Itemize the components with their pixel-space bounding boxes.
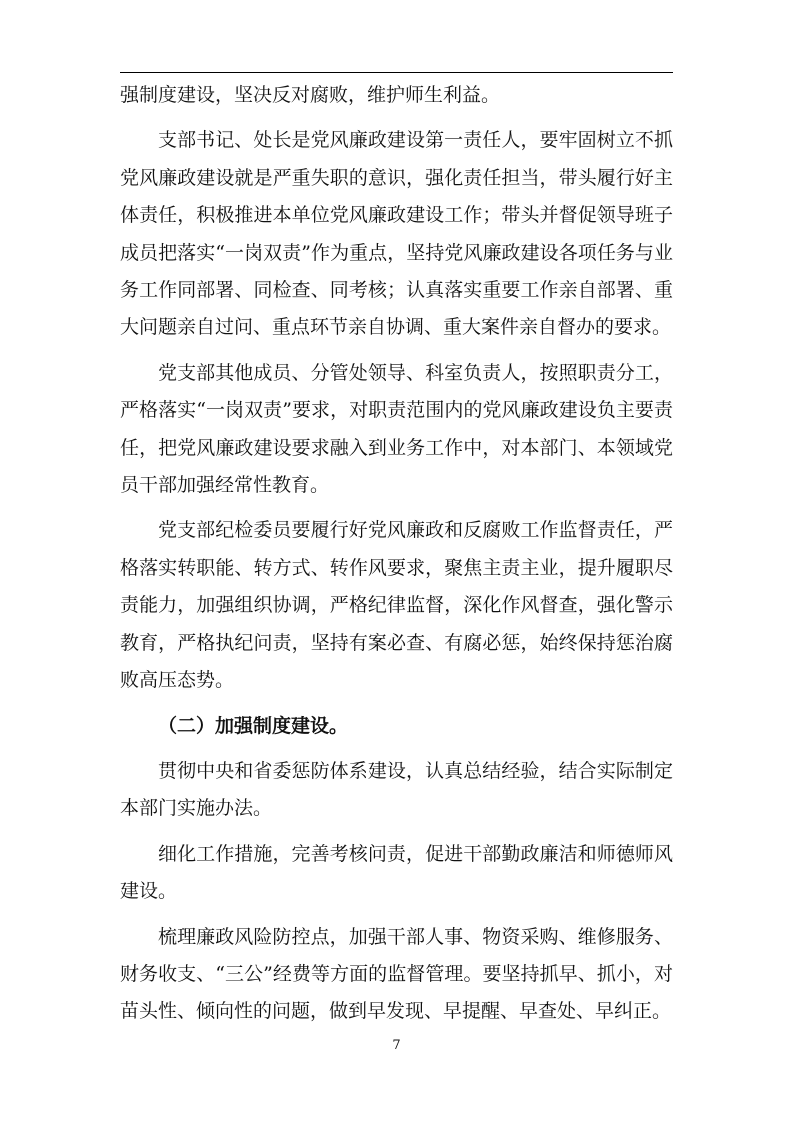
section-heading: （二）加强制度建设。 bbox=[158, 714, 349, 737]
document-body bbox=[120, 77, 673, 1031]
paragraph-implement-system: 贯彻中央和省委惩防体系建设，认真总结经验，结合实际制定本部门实施办法。 bbox=[120, 759, 673, 820]
paragraph-discipline-committee: 党支部纪检委员要履行好党风廉政和反腐败工作监督责任，严格落实转职能、转方式、转作风要求，聚焦主责主业，提升履职尽责能力，加强组织协调，严格纪律监督，深化作风督查，强化警示教育，严格执纪问责，坚持有案必查、有腐必惩，始终保持惩治腐败高压态势。 bbox=[120, 519, 673, 692]
paragraph-risk-control: 梳理廉政风险防控点，加强干部人事、物资采购、维修服务、财务收支、“三公”经费等方面的监督管理。要坚持抓早、抓小，对苗头性、倾向性的问题，做到早发现、早提醒、早查处、早纠正。 bbox=[120, 925, 673, 1023]
paragraph-continuation: 强制度建设，坚决反对腐败，维护师生利益。 bbox=[120, 84, 501, 106]
page-number: 7 bbox=[392, 1038, 401, 1053]
paragraph-branch-members: 党支部其他成员、分管处领导、科室负责人，按照职责分工，严格落实“一岗双责”要求，对职责范围内的党风廉政建设负主要责任，把党风廉政建设要求融入到业务工作中，对本部门、本领域党员干部加强经常性教育。 bbox=[120, 361, 673, 497]
header-rule bbox=[120, 72, 673, 73]
paragraph-branch-secretary: 支部书记、处长是党风廉政建设第一责任人，要牢固树立不抓党风廉政建设就是严重失职的意识，强化责任担当，带头履行好主体责任，积极推进本单位党风廉政建设工作；带头并督促领导班子成员把落实“一岗双责”作为重点，坚持党风廉政建设各项任务与业务工作同部署、同检查、同考核；认真落实重要工作亲自部署、重大问题亲自过问、重点环节亲自协调、重大案件亲自督办的要求。 bbox=[120, 129, 673, 339]
paragraph-refine-measures: 细化工作措施，完善考核问责，促进干部勤政廉洁和师德师风建设。 bbox=[120, 842, 673, 903]
